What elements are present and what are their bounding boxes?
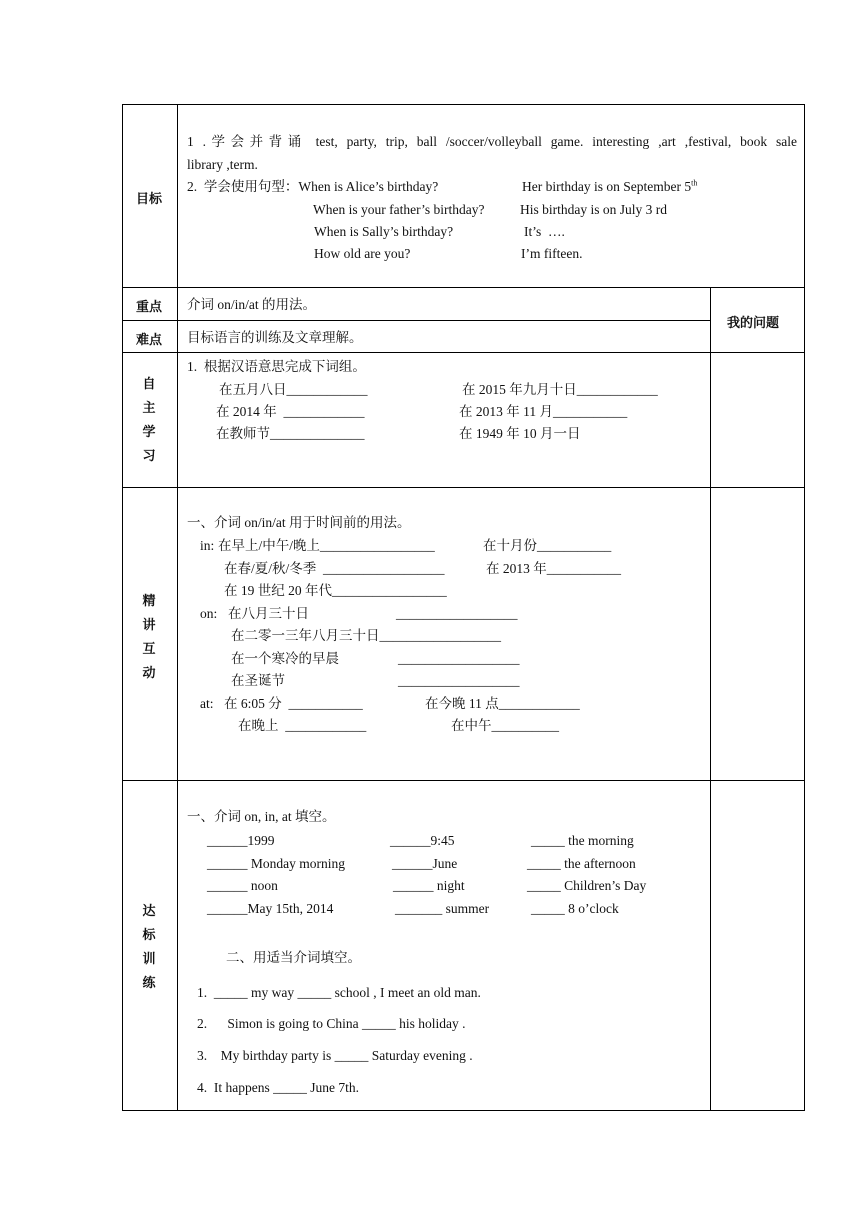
lecture-at-item-2: 在今晚 11 点____________ [425, 696, 580, 711]
practice-grid-cell: _____ the afternoon [527, 856, 636, 871]
practice-grid-cell: _______ summer [395, 901, 490, 916]
lecture-label-char-4: 动 [142, 666, 156, 681]
row-divider-key [122, 320, 710, 321]
lecture-in-item-4: 在 2013 年___________ [486, 561, 621, 576]
lecture-on-blank-3: __________________ [398, 651, 520, 666]
lecture-label-char-1: 精 [142, 594, 156, 609]
difficult-text: 目标语言的训练及文章理解。 [187, 330, 363, 345]
practice-label-char-3: 训 [142, 952, 156, 967]
self-study-item-1: 在五月八日____________ [219, 382, 368, 397]
goal-line-3b-text: Her birthday is on September 5 [522, 179, 692, 194]
practice-label-char-2: 标 [142, 928, 156, 943]
questions-column-divider [710, 287, 711, 1111]
self-study-item-6: 在 1949 年 10 月一日 [459, 426, 581, 441]
self-study-item-5: 在教师节______________ [216, 426, 365, 441]
lecture-on-blank-1: __________________ [396, 606, 518, 621]
lecture-label-char-3: 互 [142, 642, 156, 657]
practice-label-char-4: 练 [142, 976, 156, 991]
goal-line-4b: His birthday is on July 3 rd [520, 202, 667, 217]
lecture-on-label: on: [200, 606, 218, 621]
practice-grid-cell: ______ noon [207, 878, 278, 893]
practice-grid-cell: _____ Children’s Day [527, 878, 647, 893]
practice-grid-cell: ______1999 [207, 833, 275, 848]
lecture-in-label: in: [200, 538, 215, 553]
goal-line-4a: When is your father’s birthday? [313, 202, 485, 217]
goal-line-2: library ,term. [187, 157, 258, 172]
practice-sentence-1: 1. _____ my way _____ school , I meet an old man. [197, 985, 481, 1000]
row-divider-self-study [122, 487, 805, 488]
self-study-label-char-4: 习 [142, 449, 156, 464]
self-study-label-char-3: 学 [142, 425, 156, 440]
lecture-on-item-4: 在圣诞节 [231, 673, 285, 688]
goal-line-1: 1 .学会并背诵 test, party, trip, ball /soccer/volleyball game. interesting ,art ,festival, book sale [187, 134, 797, 149]
difficult-label: 难点 [136, 333, 163, 348]
lecture-heading: 一、介词 on/in/at 用于时间前的用法。 [187, 515, 411, 530]
practice-label-char-1: 达 [142, 904, 156, 919]
lecture-at-label: at: [200, 696, 214, 711]
self-study-label [139, 373, 159, 469]
self-study-item-2: 在 2015 年九月十日____________ [462, 382, 658, 397]
lecture-in-item-2: 在十月份___________ [483, 538, 612, 553]
label-column-divider [177, 104, 178, 1111]
practice-grid-cell: _____ 8 o’clock [531, 901, 619, 916]
lecture-in-item-5: 在 19 世纪 20 年代_________________ [224, 583, 447, 598]
goal-line-5b: It’s …. [524, 224, 565, 239]
row-divider-lecture [122, 780, 805, 781]
table-border-top [122, 104, 805, 105]
self-study-label-char-2: 主 [142, 401, 156, 416]
goal-line-3b [522, 178, 697, 195]
lecture-at-item-1: 在 6:05 分 ___________ [224, 696, 363, 711]
key-text: 介词 on/in/at 的用法。 [187, 297, 316, 312]
lecture-label [139, 590, 159, 686]
table-border-left [122, 104, 123, 1111]
practice-part1-heading: 一、介词 on, in, at 填空。 [187, 809, 336, 824]
self-study-item-3: 在 2014 年 ____________ [216, 404, 365, 419]
goal-line-5a: When is Sally’s birthday? [314, 224, 454, 239]
practice-grid-cell: ______June [392, 856, 458, 871]
practice-sentence-4: 4. It happens _____ June 7th. [197, 1080, 359, 1095]
lecture-on-item-2: 在二零一三年八月三十日__________________ [231, 628, 501, 643]
practice-grid-cell: _____ the morning [531, 833, 634, 848]
questions-label: 我的问题 [727, 316, 780, 331]
practice-grid-cell: ______ night [393, 878, 465, 893]
lecture-on-item-1: 在八月三十日 [228, 606, 309, 621]
practice-sentence-2: 2. Simon is going to China _____ his holiday . [197, 1016, 466, 1031]
key-label: 重点 [136, 300, 163, 315]
self-study-heading: 1. 根据汉语意思完成下词组。 [187, 359, 366, 374]
practice-grid-cell: ______ Monday morning [207, 856, 345, 871]
lecture-label-char-2: 讲 [142, 618, 156, 633]
self-study-label-char-1: 自 [142, 377, 156, 392]
self-study-item-4: 在 2013 年 11 月___________ [459, 404, 628, 419]
lecture-on-blank-4: __________________ [398, 673, 520, 688]
practice-grid-cell: ______9:45 [390, 833, 455, 848]
goal-line-6a: How old are you? [314, 246, 411, 261]
practice-grid-cell: ______May 15th, 2014 [207, 901, 334, 916]
row-divider-goal [122, 287, 805, 288]
goal-line-3b-sup: th [691, 178, 698, 188]
lecture-at-item-4: 在中午__________ [451, 718, 559, 733]
table-border-right [804, 104, 805, 1111]
practice-label [139, 900, 159, 996]
row-divider-difficult [122, 352, 805, 353]
lecture-on-item-3: 在一个寒冷的早晨 [231, 651, 339, 666]
practice-sentence-3: 3. My birthday party is _____ Saturday evening . [197, 1048, 473, 1063]
lecture-in-item-1: 在早上/中午/晚上_________________ [218, 538, 435, 553]
lecture-at-item-3: 在晚上 ____________ [238, 718, 367, 733]
table-border-bottom [122, 1110, 805, 1111]
goal-label: 目标 [136, 192, 163, 207]
goal-line-3a: 2. 学会使用句型：When is Alice’s birthday? [187, 179, 439, 194]
goal-line-6b: I’m fifteen. [521, 246, 583, 261]
practice-part2-heading: 二、用适当介词填空。 [226, 950, 361, 965]
lecture-in-item-3: 在春/夏/秋/冬季 __________________ [224, 561, 445, 576]
